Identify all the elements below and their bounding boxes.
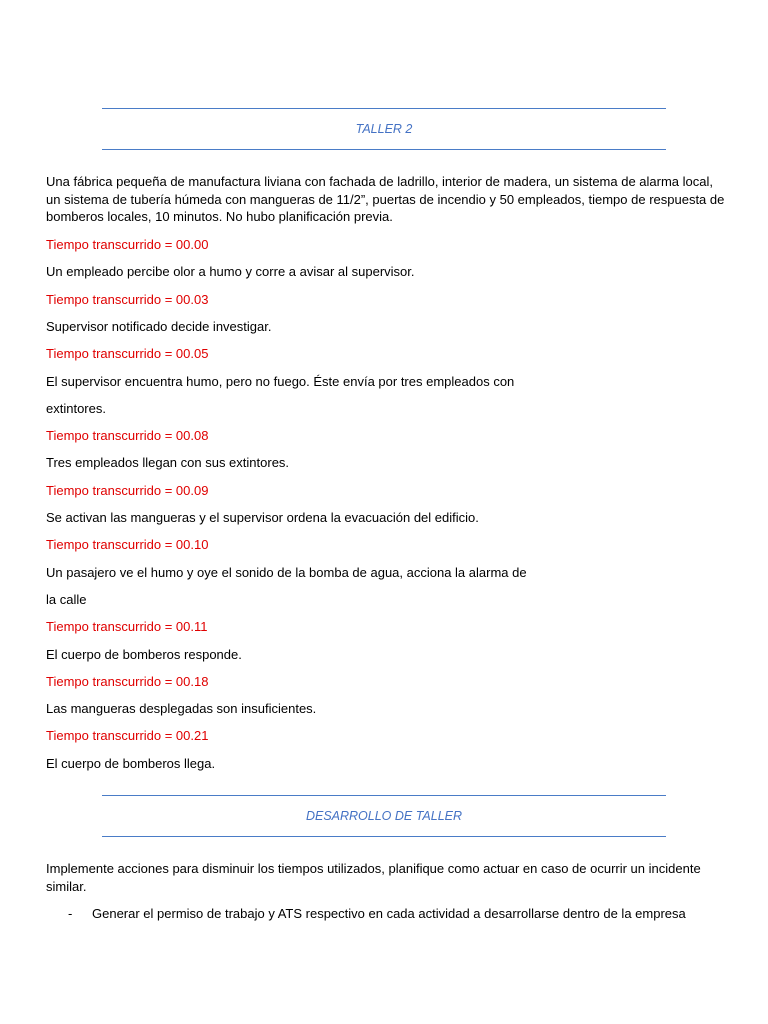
event-line: Se activan las mangueras y el supervisor ordena la evacuación del edificio. bbox=[46, 510, 479, 525]
event-line: Supervisor notificado decide investigar. bbox=[46, 318, 272, 334]
event-line: El supervisor encuentra humo, pero no fuego. Éste envía por tres empleados con bbox=[46, 373, 515, 389]
elapsed-time-line: Tiempo transcurrido = 00.11 bbox=[46, 619, 208, 635]
heading-taller-2 bbox=[102, 108, 666, 150]
event-line: Las mangueras desplegadas son insuficientes. bbox=[46, 701, 317, 717]
elapsed-time-line: Tiempo transcurrido = 00.00 bbox=[46, 237, 209, 252]
elapsed-time-line: Tiempo transcurrido = 00.10 bbox=[46, 537, 209, 553]
event-line: Un pasajero ve el humo y oye el sonido de la bomba de agua, acciona la alarma de bbox=[46, 564, 527, 580]
elapsed-time-line: Tiempo transcurrido = 00.18 bbox=[46, 673, 209, 689]
heading-title: DESARROLLO DE TALLER bbox=[305, 809, 463, 823]
heading-bottom-rule bbox=[102, 149, 666, 150]
bullet-text: Generar el permiso de trabajo y ATS respectivo en cada actividad a desarrollarse dentro de la empresa bbox=[92, 906, 686, 921]
instructions-paragraph: Implemente acciones para disminuir los tiempos utilizados, planifique como actuar en caso de ocurrir un incidente similar. bbox=[46, 861, 701, 894]
elapsed-time-line: Tiempo transcurrido = 00.03 bbox=[46, 291, 209, 307]
elapsed-time-line: Tiempo transcurrido = 00.09 bbox=[46, 482, 209, 498]
bullet-item bbox=[68, 905, 686, 923]
event-line: El cuerpo de bomberos llega. bbox=[46, 755, 216, 771]
heading-desarrollo bbox=[102, 795, 666, 837]
event-line: El cuerpo de bomberos responde. bbox=[46, 646, 242, 662]
event-line: Tres empleados llegan con sus extintores. bbox=[46, 455, 290, 471]
event-line: Un empleado percibe olor a humo y corre a avisar al supervisor. bbox=[46, 264, 415, 280]
elapsed-time-line: Tiempo transcurrido = 00.21 bbox=[46, 728, 209, 744]
elapsed-time-line: Tiempo transcurrido = 00.05 bbox=[46, 346, 209, 362]
bullet-marker: - bbox=[68, 906, 73, 921]
heading-title: TALLER 2 bbox=[355, 122, 413, 136]
heading-bottom-rule bbox=[102, 836, 666, 837]
event-line: la calle bbox=[46, 591, 87, 607]
event-line: extintores. bbox=[46, 400, 106, 416]
elapsed-time-line: Tiempo transcurrido = 00.08 bbox=[46, 428, 209, 444]
intro-paragraph: Una fábrica pequeña de manufactura liviana con fachada de ladrillo, interior de madera, un sistema de alarma local, un sistema de tubería húmeda con mangueras de 11/2”, puertas de incendio y 50 empleados, tiempo de respuesta de bomberos locales, 10 minutos. No hubo planificación previa. bbox=[46, 174, 725, 224]
